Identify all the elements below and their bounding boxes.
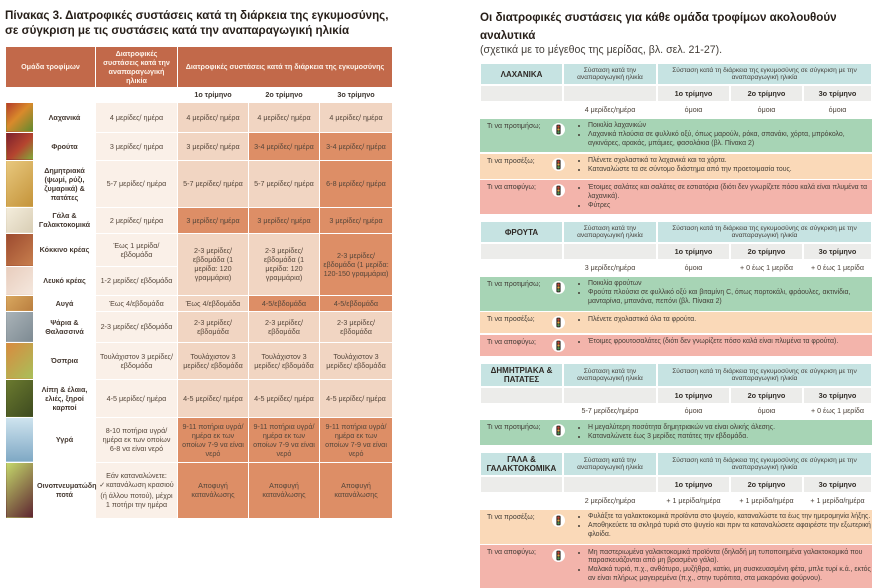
t1-cell: Αποφυγή κατανάλωσης [178, 462, 249, 518]
table-row-alcohol [6, 462, 393, 518]
empty-cell [480, 476, 563, 493]
advice-bullet: • Πλένετε σχολαστικά όλα τα φρούτα. [588, 316, 872, 325]
empty-cell [563, 243, 657, 260]
pregnancy-col-header: Σύσταση κατά τη διάρκεια της εγκυμοσύνης σε σύγκριση με την αναπαραγωγική ηλικία [657, 452, 872, 476]
empty-cell [480, 260, 563, 275]
traffic-light-icon [552, 184, 565, 197]
section-title: ΦΡΟΥΤΑ [480, 221, 563, 243]
table-row-fluids [6, 417, 393, 462]
t1-cell: 5-7 μερίδες/ ημέρα [178, 160, 249, 207]
t3-cell: Τουλάχιστον 3 μερίδες/ εβδομάδα [320, 342, 393, 379]
repro-cell: 1-2 μερίδες/ εβδομάδα [96, 266, 178, 295]
empty-cell [563, 387, 657, 404]
advice-bullet: • Πλένετε σχολαστικά τα λαχανικά και τα χόρτα. [588, 157, 872, 166]
t2-value: όμοια [730, 404, 803, 419]
section-title: ΓΑΛΑ & ΓΑΛΑΚΤΟΚΟΜΙΚΑ [480, 452, 563, 476]
repro-cell [96, 462, 178, 518]
t1-cell-merged: 2-3 μερίδες/ εβδομάδα (1 μερίδα: 120 γραμμάρια) [178, 233, 249, 295]
section-header-grid [480, 63, 872, 117]
repro-cell: 4 μερίδες/ ημέρα [96, 102, 178, 132]
right-title-bold: Οι διατροφικές συστάσεις για κάθε ομάδα τροφίμων ακολουθούν αναλυτικά [480, 11, 837, 42]
section-title: ΔΗΜΗΤΡΙΑΚΑ & ΠΑΤΑΤΕΣ [480, 363, 563, 387]
t2-cell: 4-5/εβδομάδα [249, 295, 320, 311]
trimester-2-header: 2ο τρίμηνο [249, 87, 320, 102]
advice-row-prefer [480, 119, 872, 153]
fish-photo [6, 311, 34, 342]
t3-cell: 4-5/εβδομάδα [320, 295, 393, 311]
t1-cell: 4 μερίδες/ ημέρα [178, 102, 249, 132]
repro-value: 3 μερίδες/ημέρα [563, 260, 657, 275]
repro-value: 5-7 μερίδες/ημέρα [563, 404, 657, 419]
advice-bullet: • Λαχανικά πλούσια σε φυλλικό οξύ, όπως μαρούλι, ρόκα, σπανάκι, χόρτα, μπρόκολο, αγκινάρες, αρακάς, μπάμιες, φασολάκια (βλ. Πίνακα 2) [588, 131, 872, 149]
t3-cell: Αποφυγή κατανάλωσης [320, 462, 393, 518]
advice-row-avoid [480, 335, 872, 356]
repro-age-header: Διατροφικές συστάσεις κατά την αναπαραγωγική ηλικία [96, 46, 178, 87]
t2-cell: Αποφυγή κατανάλωσης [249, 462, 320, 518]
advice-bullet: • Έτοιμες φρουτοσαλάτες (διότι δεν γνωρίζετε πόσο καλά είναι πλυμένα τα φρούτα). [588, 338, 872, 347]
empty-cell [480, 85, 563, 102]
empty-cell [563, 85, 657, 102]
advice-row-caution [480, 510, 872, 544]
pregnancy-col-header: Σύσταση κατά τη διάρκεια της εγκυμοσύνης σε σύγκριση με την αναπαραγωγική ηλικία [657, 221, 872, 243]
t2-cell: 3 μερίδες/ ημέρα [249, 207, 320, 233]
advice-label: Τι να προσέξω; [487, 513, 535, 521]
section-header-grid [480, 363, 872, 419]
t1-cell: 9-11 ποτήρια υγρά/ημέρα εκ των οποίων 7-9 να είναι νερό [178, 417, 249, 462]
trimester-1-header: 1ο τρίμηνο [657, 387, 730, 404]
t1-cell: Έως 4/εβδομάδα [178, 295, 249, 311]
repro-cell: 5-7 μερίδες/ ημέρα [96, 160, 178, 207]
vegetables-photo [6, 102, 34, 132]
section-grains-potatoes [480, 363, 872, 445]
advice-bullet: • Καταναλώστε τα σε σύντομο διάστημα από την προετοιμασία τους. [588, 166, 872, 175]
food-name: Υγρά [34, 417, 96, 462]
trimester-2-header: 2ο τρίμηνο [730, 476, 803, 493]
t2-cell: Τουλάχιστον 3 μερίδες/ εβδομάδα [249, 342, 320, 379]
section-fruits [480, 221, 872, 355]
trimester-2-header: 2ο τρίμηνο [730, 243, 803, 260]
trimester-header-row [6, 87, 393, 102]
food-name: Ψάρια & Θαλασσινά [34, 311, 96, 342]
header-row [6, 46, 393, 87]
table-row-fruits [6, 132, 393, 160]
empty-cell [480, 387, 563, 404]
traffic-light-icon [552, 123, 565, 136]
t2-cell: 9-11 ποτήρια υγρά/ημέρα εκ των οποίων 7-9 να είναι νερό [249, 417, 320, 462]
left-title-line1: Πίνακας 3. Διατροφικές συστάσεις κατά τη διάρκεια της εγκυμοσύνης, [5, 9, 389, 22]
repro-value: 4 μερίδες/ημέρα [563, 102, 657, 117]
advice-row-prefer [480, 420, 872, 445]
food-group-detail-panel [480, 8, 872, 588]
repro-cell: Τουλάχιστον 3 μερίδες/ εβδομάδα [96, 342, 178, 379]
repro-cell: 8-10 ποτήρια υγρά/ημέρα εκ των οποίων 6-8 να είναι νερό [96, 417, 178, 462]
advice-label: Τι να αποφύγω; [487, 338, 536, 346]
empty-cell [480, 102, 563, 117]
food-name: Λευκό κρέας [34, 266, 96, 295]
empty-cell [480, 404, 563, 419]
pregnancy-header: Διατροφικές συστάσεις κατά τη διάρκεια της εγκυμοσύνης [178, 46, 393, 87]
trimester-3-header: 3ο τρίμηνο [803, 476, 872, 493]
grains-photo [6, 160, 34, 207]
food-name: Λαχανικά [34, 102, 96, 132]
advice-bullet: • Έτοιμες σαλάτες και σαλάτες σε εστιατόρια (διότι δεν γνωρίζετε πόσο καλά είναι πλυμένα τα λαχανικά). [588, 184, 872, 202]
trimester-2-header: 2ο τρίμηνο [730, 85, 803, 102]
t3-cell: 2-3 μερίδες/ εβδομάδα [320, 311, 393, 342]
t2-value: όμοια [730, 102, 803, 117]
t1-cell: 2-3 μερίδες/ εβδομάδα [178, 311, 249, 342]
trimester-3-header: 3ο τρίμηνο [803, 85, 872, 102]
advice-bullet: • Η μεγαλύτερη ποσότητα δημητριακών να είναι ολικής άλεσης. [588, 424, 872, 433]
t3-cell: 3 μερίδες/ ημέρα [320, 207, 393, 233]
food-group-header: Ομάδα τροφίμων [6, 46, 96, 87]
trimester-1-header: 1ο τρίμηνο [657, 476, 730, 493]
t2-cell: 4 μερίδες/ ημέρα [249, 102, 320, 132]
eggs-photo [6, 295, 34, 311]
trimester-3-header: 3ο τρίμηνο [320, 87, 393, 102]
advice-bullet: • Καταναλώνετε έως 3 μερίδες πατάτες την εβδομάδα. [588, 433, 872, 442]
advice-label: Τι να αποφύγω; [487, 184, 536, 192]
t3-cell: 3-4 μερίδες/ ημέρα [320, 132, 393, 160]
trimester-1-header: 1ο τρίμηνο [657, 85, 730, 102]
t3-cell: 4 μερίδες/ ημέρα [320, 102, 393, 132]
repro-col-header: Σύσταση κατά την αναπαραγωγική ηλικία [563, 221, 657, 243]
traffic-light-icon [552, 316, 565, 329]
advice-row-prefer [480, 277, 872, 311]
legumes-photo [6, 342, 34, 379]
t2-cell: 2-3 μερίδες/ εβδομάδα [249, 311, 320, 342]
alcohol-repro-detail: ✓κατανάλωση κρασιού (ή άλλου ποτού), μέχρι 1 ποτήρι την ημέρα [99, 480, 174, 509]
traffic-light-icon [552, 339, 565, 352]
t1-value: όμοια [657, 404, 730, 419]
food-name: Κόκκινο κρέας [34, 233, 96, 266]
trimester-2-header: 2ο τρίμηνο [730, 387, 803, 404]
traffic-light-icon [552, 158, 565, 171]
t3-cell: 9-11 ποτήρια υγρά/ημέρα εκ των οποίων 7-9 να είναι νερό [320, 417, 393, 462]
section-header-grid [480, 452, 872, 508]
empty-cell [563, 476, 657, 493]
repro-cell: Έως 4/εβδομάδα [96, 295, 178, 311]
advice-bullet: • Ποικιλία φρούτων [588, 280, 872, 289]
left-table-title [5, 8, 392, 39]
t1-cell: Τουλάχιστον 3 μερίδες/ εβδομάδα [178, 342, 249, 379]
fruits-photo [6, 132, 34, 160]
dairy-photo [6, 207, 34, 233]
t2-cell: 3-4 μερίδες/ ημέρα [249, 132, 320, 160]
t1-cell: 3 μερίδες/ ημέρα [178, 132, 249, 160]
t3-value: όμοια [803, 102, 872, 117]
repro-cell: Έως 1 μερίδα/ εβδομάδα [96, 233, 178, 266]
repro-value: 2 μερίδες/ημέρα [563, 493, 657, 508]
t3-value: + 0 έως 1 μερίδα [803, 404, 872, 419]
advice-row-avoid [480, 180, 872, 214]
advice-bullet: • Ποικιλία λαχανικών [588, 122, 872, 131]
table-row-grains [6, 160, 393, 207]
empty-cell [480, 243, 563, 260]
t3-cell: 4-5 μερίδες/ ημέρα [320, 379, 393, 417]
pregnancy-col-header: Σύσταση κατά τη διάρκεια της εγκυμοσύνης σε σύγκριση με την αναπαραγωγική ηλικία [657, 63, 872, 85]
traffic-light-icon [552, 281, 565, 294]
alcohol-repro-intro: Εάν καταναλώνετε: [106, 471, 167, 481]
empty-cell [96, 87, 178, 102]
food-name: Φρούτα [34, 132, 96, 160]
advice-row-avoid [480, 545, 872, 588]
section-vegetables [480, 63, 872, 214]
trimester-3-header: 3ο τρίμηνο [803, 387, 872, 404]
traffic-light-icon [552, 514, 565, 527]
table-row-legumes [6, 342, 393, 379]
section-title: ΛΑΧΑΝΙΚΑ [480, 63, 563, 85]
t2-cell: 4-5 μερίδες/ ημέρα [249, 379, 320, 417]
t1-value: όμοια [657, 102, 730, 117]
table-row-dairy [6, 207, 393, 233]
table-row-vegetables [6, 102, 393, 132]
left-title-line2: σε σύγκριση με τις συστάσεις κατά την αναπαραγωγική ηλικία [5, 24, 350, 38]
oils-photo [6, 379, 34, 417]
table-row-red-meat [6, 233, 393, 266]
t2-value: + 0 έως 1 μερίδα [730, 260, 803, 275]
t1-cell: 3 μερίδες/ ημέρα [178, 207, 249, 233]
t1-value: όμοια [657, 260, 730, 275]
advice-label: Τι να προτιμήσω; [487, 280, 541, 288]
pregnancy-col-header: Σύσταση κατά τη διάρκεια της εγκυμοσύνης σε σύγκριση με την αναπαραγωγική ηλικία [657, 363, 872, 387]
food-name: Όσπρια [34, 342, 96, 379]
repro-cell: 4-5 μερίδες/ ημέρα [96, 379, 178, 417]
repro-cell: 3 μερίδες/ ημέρα [96, 132, 178, 160]
pregnancy-recommendations-table-panel [5, 8, 392, 519]
empty-cell [480, 493, 563, 508]
trimester-3-header: 3ο τρίμηνο [803, 243, 872, 260]
t2-cell: 5-7 μερίδες/ ημέρα [249, 160, 320, 207]
advice-label: Τι να προτιμήσω; [487, 424, 541, 432]
advice-bullet: • Φυλάξτε τα γαλακτοκομικά προϊόντα στο ψυγείο, καταναλώστε τα έως την ημερομηνία λήξης. [588, 513, 872, 522]
section-milk-dairy [480, 452, 872, 588]
t3-cell: 6-8 μερίδες/ ημέρα [320, 160, 393, 207]
traffic-light-icon [552, 549, 565, 562]
advice-bullet: • Μη παστεριωμένα γαλακτοκομικά προϊόντα (δηλαδή μη τυποποιημένα γαλακτοκομικά που παρασκευάζονται από μη βρασμένο γάλα). [588, 549, 872, 567]
trimester-1-header: 1ο τρίμηνο [178, 87, 249, 102]
trimester-1-header: 1ο τρίμηνο [657, 243, 730, 260]
table-row-fats-oils [6, 379, 393, 417]
section-header-grid [480, 221, 872, 275]
repro-cell: 2 μερίδες/ ημέρα [96, 207, 178, 233]
white-meat-photo [6, 266, 34, 295]
right-title [480, 8, 872, 56]
table-row-fish [6, 311, 393, 342]
repro-col-header: Σύσταση κατά την αναπαραγωγική ηλικία [563, 452, 657, 476]
t3-value: + 0 έως 1 μερίδα [803, 260, 872, 275]
food-name: Αυγά [34, 295, 96, 311]
advice-label: Τι να προτιμήσω; [487, 122, 541, 130]
t3-value: + 1 μερίδα/ημέρα [803, 493, 872, 508]
food-name: Δημητριακά (ψωμί, ρύζι, ζυμαρικά) & πατάτες [34, 160, 96, 207]
t1-value: + 1 μερίδα/ημέρα [657, 493, 730, 508]
red-meat-photo [6, 233, 34, 266]
pregnancy-recommendations-table [5, 46, 393, 519]
food-name: Λίπη & έλαια, ελιές, ξηροί καρποί [34, 379, 96, 417]
t2-cell-merged: 2-3 μερίδες/ εβδομάδα (1 μερίδα: 120 γραμμάρια) [249, 233, 320, 295]
advice-label: Τι να προσέξω; [487, 157, 535, 165]
repro-col-header: Σύσταση κατά την αναπαραγωγική ηλικία [563, 363, 657, 387]
advice-label: Τι να προσέξω; [487, 316, 535, 324]
empty-cell [6, 87, 96, 102]
food-name: Γάλα & Γαλακτοκομικά [34, 207, 96, 233]
advice-row-caution [480, 154, 872, 179]
water-photo [6, 417, 34, 462]
repro-cell: 2-3 μερίδες/ εβδομάδα [96, 311, 178, 342]
advice-label: Τι να αποφύγω; [487, 549, 536, 556]
traffic-light-icon [552, 424, 565, 437]
right-title-note: (σχετικά με το μέγεθος της μερίδας, βλ. σελ. 21-27). [480, 44, 723, 56]
advice-bullet: • Μαλακά τυριά, π.χ., ανθότυρο, μυζήθρα, κατίκι, μη συσκευασμένη φέτα, μπλε τυρί κ.ά., εκτός αν είναι πλήρως μαγειρεμένα (π.χ., στην τυρόπιτα, στα μακαρόνια φούρνου). [588, 566, 872, 584]
advice-bullet: • Φύτρες [588, 202, 872, 211]
wine-photo [6, 462, 34, 518]
repro-col-header: Σύσταση κατά την αναπαραγωγική ηλικία [563, 63, 657, 85]
advice-bullet: • Φρούτα πλούσια σε φυλλικό οξύ και βιταμίνη C, όπως πορτοκάλι, φράουλες, ακτινίδια, μανταρίνια, μπανάνα, πεπόνι (βλ. Πίνακα 2) [588, 289, 872, 307]
t1-cell: 4-5 μερίδες/ ημέρα [178, 379, 249, 417]
advice-bullet: • Αποθηκεύετε τα σκληρά τυριά στο ψυγείο και πριν τα καταναλώσετε αφαιρέστε την εξωτερική φλοίδα. [588, 522, 872, 540]
advice-row-caution [480, 312, 872, 333]
check-icon: ✓ [99, 482, 106, 490]
food-name: Οινοπνευματώδη ποτά [34, 462, 96, 518]
table-row-eggs [6, 295, 393, 311]
t2-value: + 1 μερίδα/ημέρα [730, 493, 803, 508]
t3-cell-merged: 2-3 μερίδες/ εβδομάδα (1 μερίδα: 120-150 γραμμάρια) [320, 233, 393, 295]
